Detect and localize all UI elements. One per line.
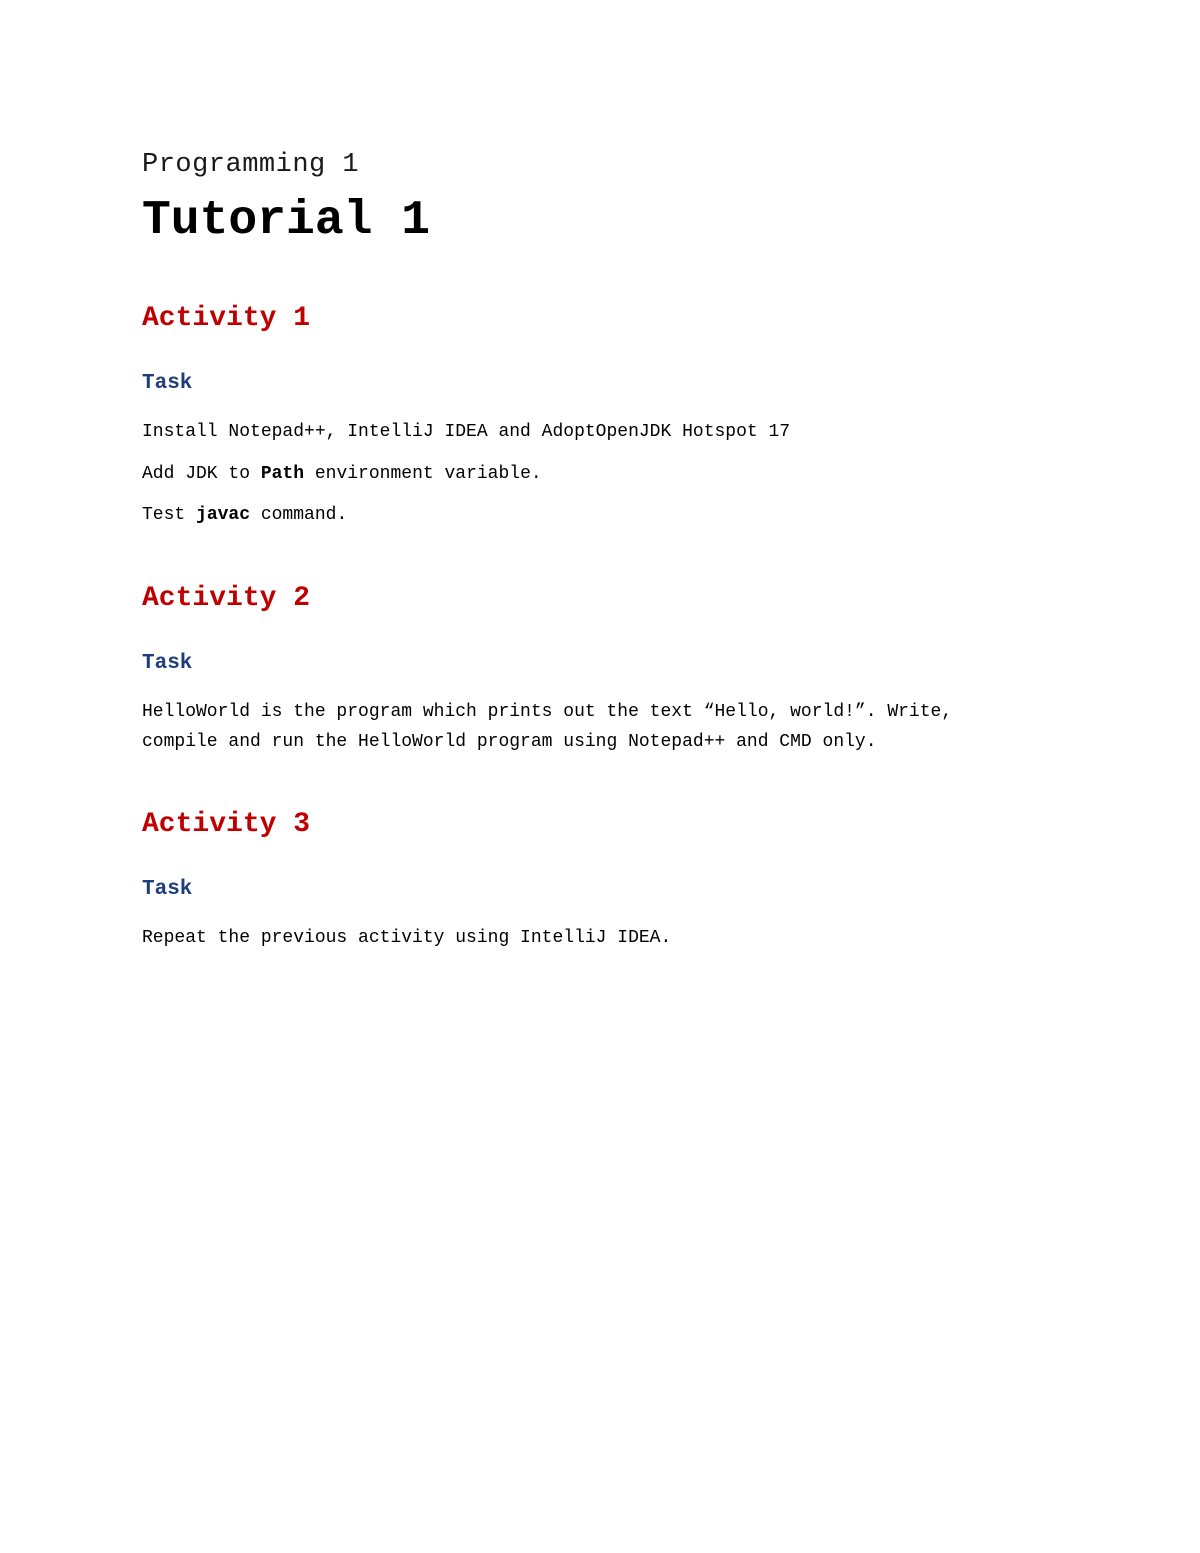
- activity-1-path-pre: Add JDK to: [142, 464, 261, 484]
- activity-1-line-path: [142, 459, 1072, 489]
- activity-2-heading-block: [142, 585, 1072, 613]
- activity-1-javac-post: command.: [250, 505, 348, 525]
- activity-2-paragraph-line-2: compile and run the HelloWorld program using Notepad++ and CMD only.: [142, 732, 877, 752]
- activity-1-javac-pre: Test: [142, 505, 197, 525]
- activity-1-javac-bold: javac: [196, 505, 251, 525]
- activity-2-paragraph-line-1: HelloWorld is the program which prints out the text “Hello, world!”. Write,: [142, 702, 953, 722]
- activity-1-heading-block: [142, 305, 1072, 333]
- activity-2-heading: Activity 2: [142, 583, 311, 614]
- activity-1-path-bold: Path: [260, 464, 305, 484]
- document-title: Tutorial 1: [142, 194, 431, 248]
- activity-1-task-heading: Task: [142, 372, 193, 395]
- activity-3-paragraph: Repeat the previous activity using IntelliJ IDEA.: [142, 928, 672, 948]
- activity-1-path-post: environment variable.: [304, 464, 542, 484]
- activity-3-heading-block: [142, 811, 1072, 839]
- activity-3-heading: Activity 3: [142, 809, 311, 840]
- activity-2-task-heading: Task: [142, 652, 193, 675]
- activity-3-task-heading: Task: [142, 878, 193, 901]
- activity-1-heading: Activity 1: [142, 303, 311, 334]
- document-subtitle: Programming 1: [142, 150, 360, 180]
- activity-1-line-javac: [142, 500, 1072, 530]
- activity-1-line-install: Install Notepad++, IntelliJ IDEA and AdoptOpenJDK Hotspot 17: [142, 422, 791, 442]
